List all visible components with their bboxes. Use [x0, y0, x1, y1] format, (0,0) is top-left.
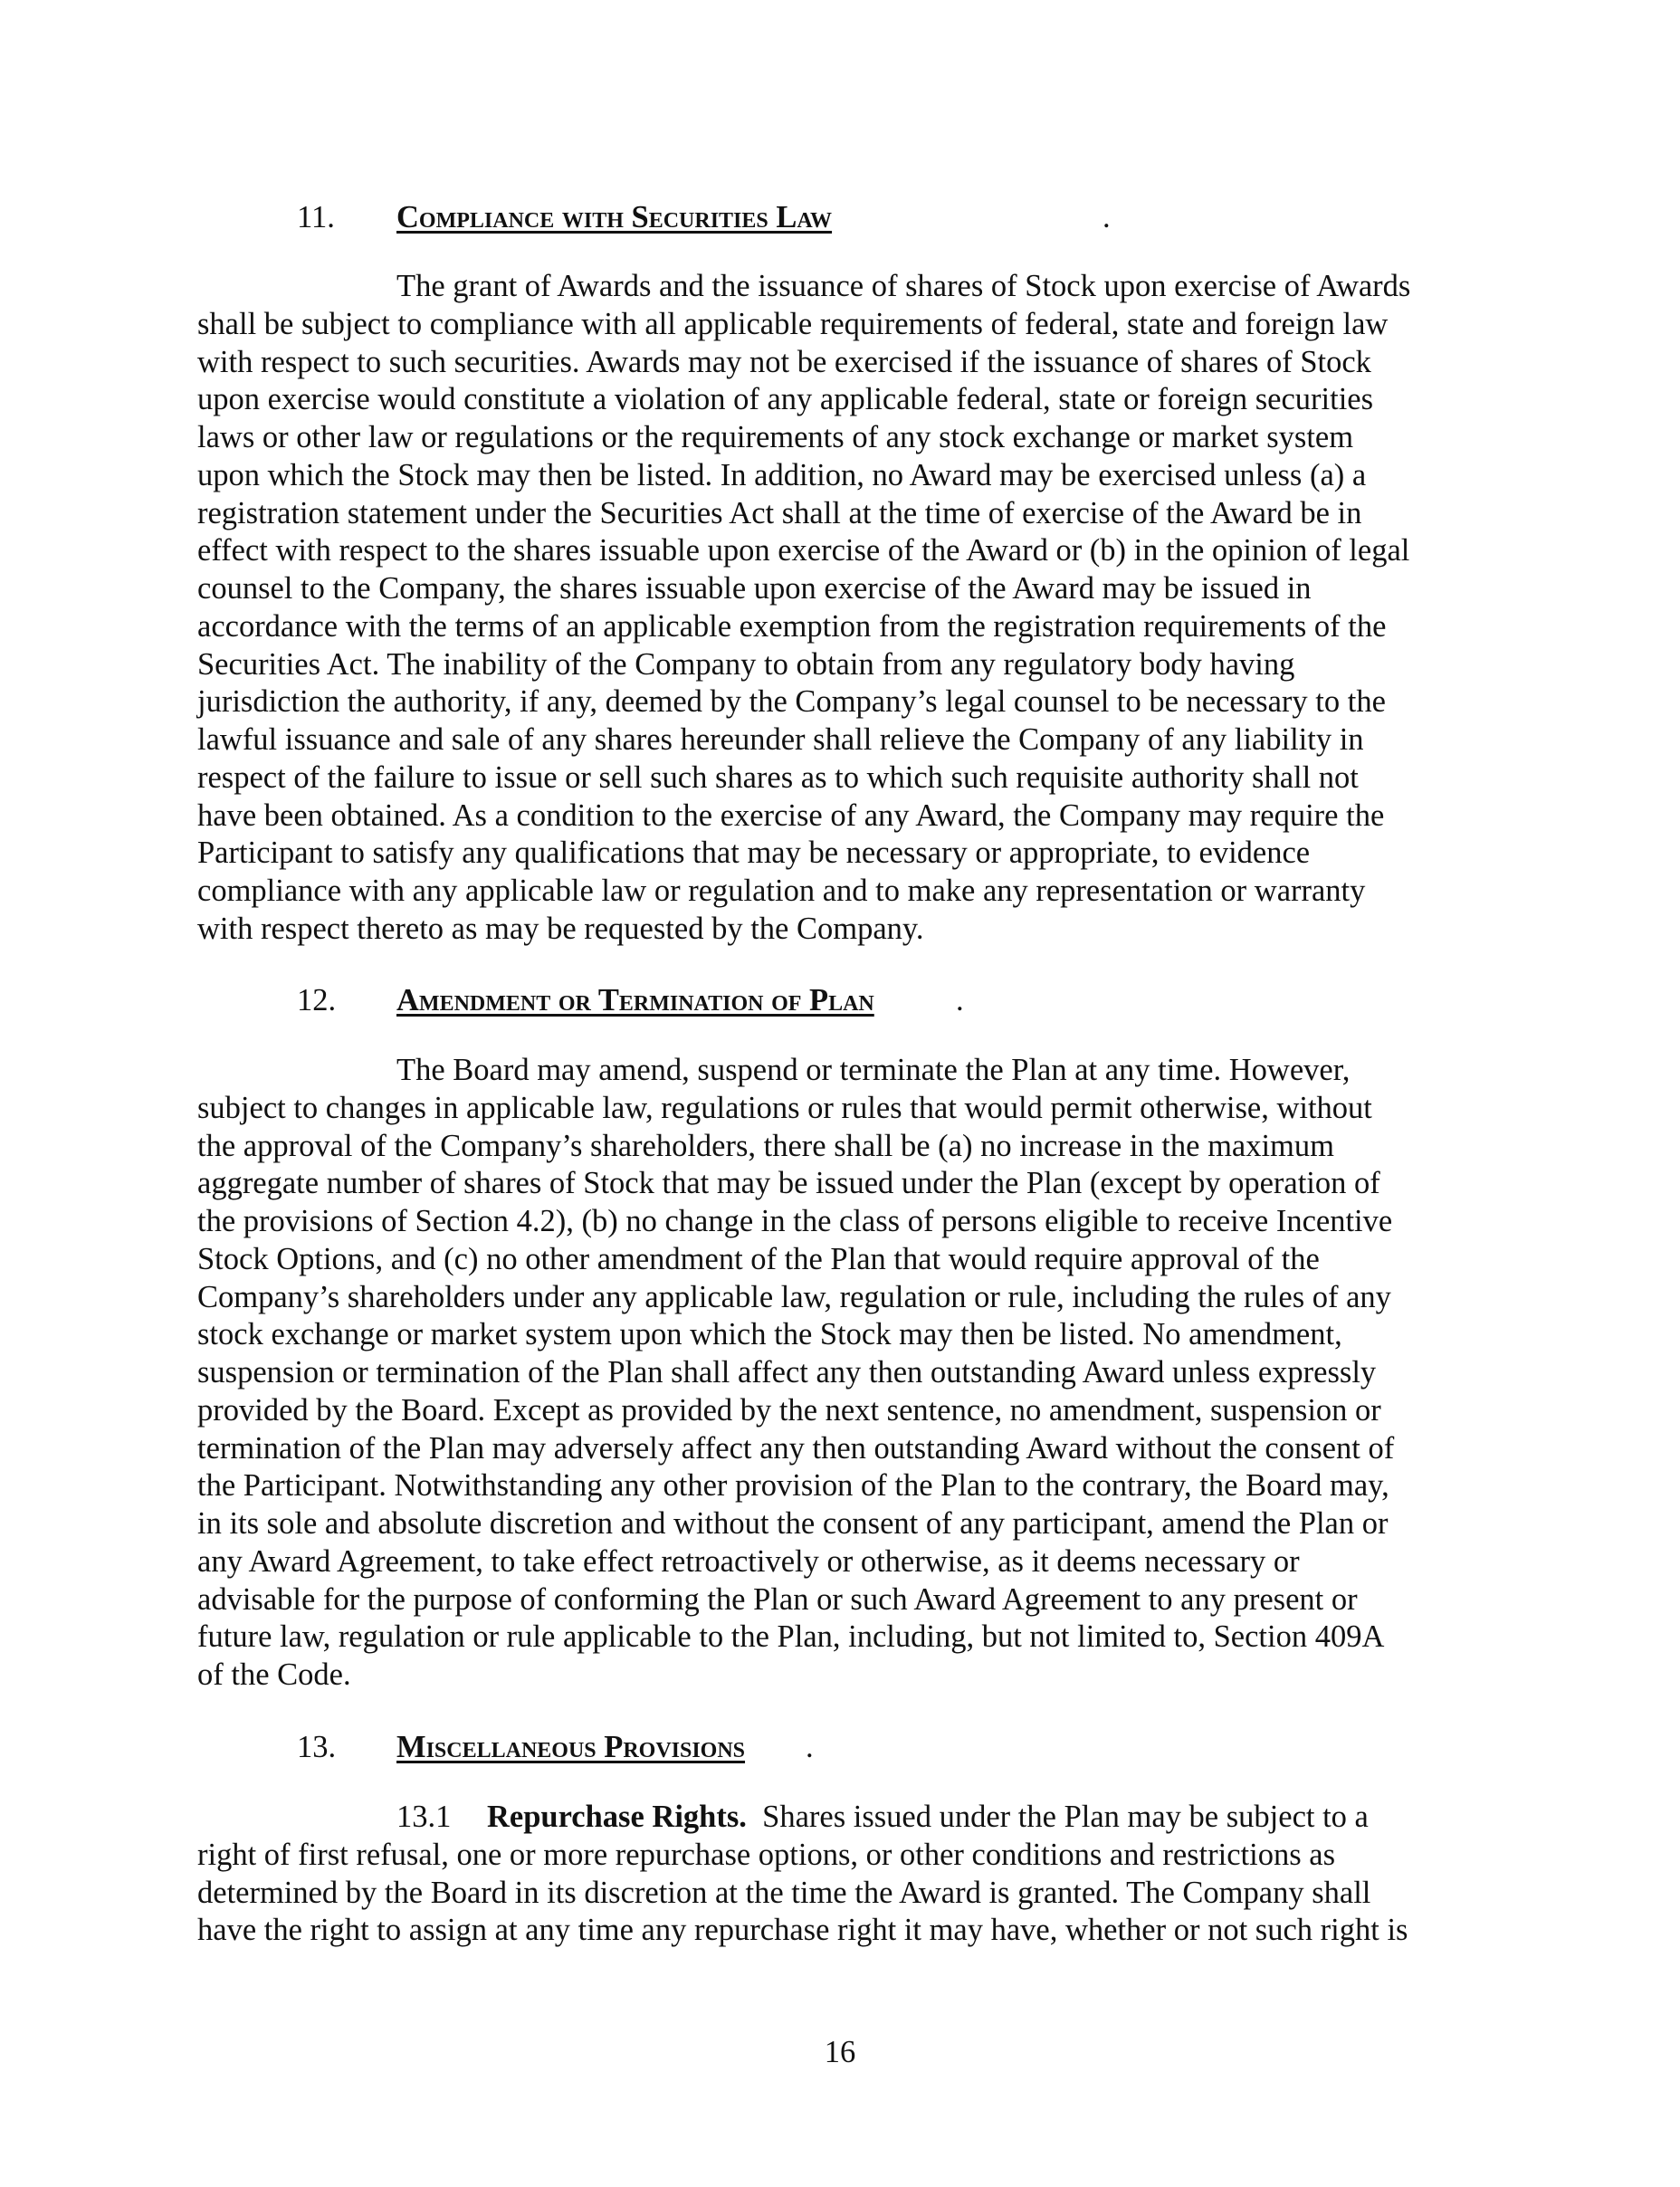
text-line: in its sole and absolute discretion and without the consent of any participant, amend the Plan or: [197, 1506, 1389, 1541]
text-line: upon which the Stock may then be listed. In addition, no Award may be exercised unless (a) a: [197, 457, 1367, 492]
text-line: accordance with the terms of an applicable exemption from the registration requirements of the: [197, 608, 1387, 644]
text-line: aggregate number of shares of Stock that may be issued under the Plan (except by operation of: [197, 1166, 1380, 1201]
text-line: registration statement under the Securities Act shall at the time of exercise of the Award be in: [197, 495, 1362, 530]
section-12-body: [197, 1052, 1501, 1695]
text-line: determined by the Board in its discretion at the time the Award is granted. The Company shall: [197, 1875, 1371, 1910]
text-line: have the right to assign at any time any repurchase right it may have, whether or not such right is: [197, 1913, 1408, 1948]
text-line: of the Code.: [197, 1657, 351, 1692]
section-title: Amendment or Termination of Plan: [396, 983, 874, 1017]
text-line: lawful issuance and sale of any shares hereunder shall relieve the Company of any liability in: [197, 722, 1364, 757]
text-line: Securities Act. The inability of the Company to obtain from any regulatory body having: [197, 646, 1295, 682]
page-number: 16: [824, 2035, 856, 2069]
text-line: right of first refusal, one or more repurchase options, or other conditions and restrictions as: [197, 1837, 1335, 1872]
text-line: the approval of the Company’s shareholders, there shall be (a) no increase in the maximum: [197, 1128, 1334, 1163]
text-line: laws or other law or regulations or the requirements of any stock exchange or market system: [197, 420, 1354, 454]
section-number: 13.: [297, 1730, 337, 1764]
text-line: any Award Agreement, to take effect retroactively or otherwise, as it deems necessary or: [197, 1543, 1300, 1579]
title-period: .: [956, 983, 964, 1017]
section-number: 12.: [297, 983, 337, 1017]
text-line: effect with respect to the shares issuable upon exercise of the Award or (b) in the opinion of legal: [197, 533, 1410, 568]
text-line: jurisdiction the authority, if any, deemed by the Company’s legal counsel to be necessary to the: [197, 684, 1386, 720]
title-period: .: [1102, 200, 1111, 234]
text-line: subject to changes in applicable law, regulations or rules that would permit otherwise, without: [197, 1090, 1372, 1125]
section-number: 11.: [297, 200, 335, 234]
text-line: the provisions of Section 4.2), (b) no change in the class of persons eligible to receive Incentive: [197, 1204, 1393, 1238]
section-11-body: [197, 268, 1501, 949]
text-line: provided by the Board. Except as provided by the next sentence, no amendment, suspension or: [197, 1392, 1381, 1428]
text-line: future law, regulation or rule applicable to the Plan, including, but not limited to, Section 409A: [197, 1619, 1385, 1655]
text-line: with respect thereto as may be requested by the Company.: [197, 911, 924, 946]
text-line: The Board may amend, suspend or terminate the Plan at any time. However,: [396, 1053, 1351, 1087]
text-line: shall be subject to compliance with all applicable requirements of federal, state and foreign law: [197, 306, 1389, 341]
text-line: the Participant. Notwithstanding any other provision of the Plan to the contrary, the Board may,: [197, 1468, 1389, 1504]
text-line: Stock Options, and (c) no other amendment of the Plan that would require approval of the: [197, 1241, 1320, 1276]
section-title: Compliance with Securities Law: [396, 200, 833, 234]
text-line: have been obtained. As a condition to the exercise of any Award, the Company may require the: [197, 797, 1385, 833]
text-line: suspension or termination of the Plan shall affect any then outstanding Award unless expressly: [197, 1355, 1377, 1390]
text-line: Company’s shareholders under any applicable law, regulation or rule, including the rules of any: [197, 1279, 1391, 1314]
text-line: compliance with any applicable law or regulation and to make any representation or warranty: [197, 874, 1366, 908]
subsection-number: 13.1: [396, 1800, 452, 1834]
subsection-first-line: 13.1 Repurchase Rights. Shares issued under the Plan may be subject to a: [197, 1799, 1501, 1837]
text-line: termination of the Plan may adversely affect any then outstanding Award without the consent of: [197, 1430, 1395, 1466]
section-13-1-body: [197, 1799, 1501, 1950]
subsection-title: Repurchase Rights.: [487, 1800, 747, 1834]
text-line: advisable for the purpose of conforming the Plan or such Award Agreement to any present or: [197, 1581, 1358, 1617]
text-line: Participant to satisfy any qualifications that may be necessary or appropriate, to evidence: [197, 836, 1311, 871]
text-line: respect of the failure to issue or sell such shares as to which such requisite authority shall not: [197, 759, 1359, 795]
text-line: upon exercise would constitute a violation of any applicable federal, state or foreign securities: [197, 382, 1374, 417]
text-line: stock exchange or market system upon which the Stock may then be listed. No amendment,: [197, 1317, 1342, 1352]
text-line: with respect to such securities. Awards may not be exercised if the issuance of shares of Stock: [197, 344, 1371, 379]
text-line: counsel to the Company, the shares issuable upon exercise of the Award may be issued in: [197, 571, 1312, 606]
title-period: .: [806, 1730, 814, 1764]
text-line: The grant of Awards and the issuance of shares of Stock upon exercise of Awards: [396, 269, 1411, 303]
section-title: Miscellaneous Provisions: [396, 1730, 746, 1764]
